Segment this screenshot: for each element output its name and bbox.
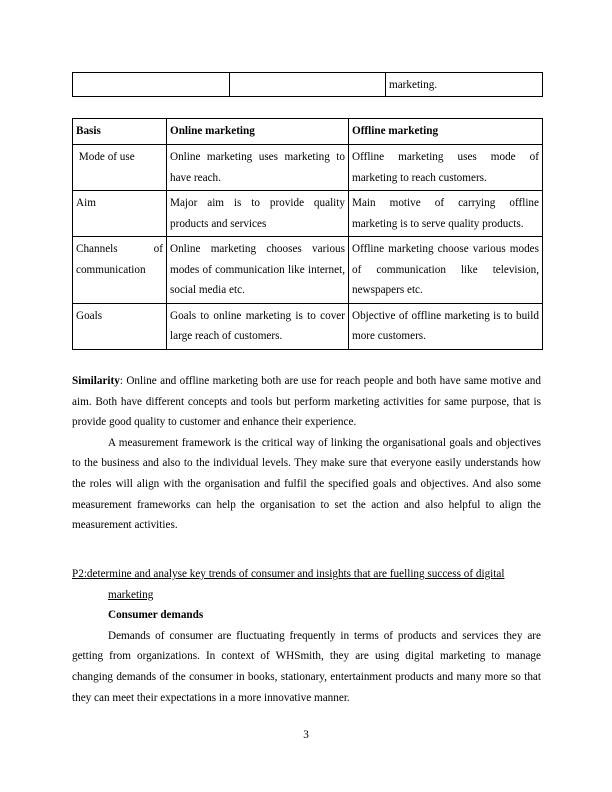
consumer-demands-paragraph: Demands of consumer are fluctuating frequently in terms of products and services they are getting from organizations. In context of WHSmith, they are using digital marketing to manage changing demands of the consumer in books, stationary, entertainment products and many more so that they can meet their expectations in a more innovative manner. (72, 629, 541, 704)
basis-cell: Goals (73, 303, 167, 349)
similarity-paragraph (72, 371, 541, 433)
online-cell: Major aim is to provide quality products and services (167, 191, 349, 237)
section-heading-p2: P2:determine and analyse key trends of consumer and insights that are fuelling success of digital marketing (72, 568, 505, 601)
body-text (72, 371, 541, 536)
p2-section (72, 564, 541, 708)
continuation-table (72, 72, 543, 97)
header-online: Online marketing (167, 119, 349, 145)
comparison-table (72, 118, 543, 350)
similarity-text: : Online and offline marketing both are use for reach people and both have same motive and aim. Both have different concepts and tools but perform marketing activities for same purpose, that is provide good quality to customer and enhance their experience. (72, 375, 541, 429)
basis-cell: Aim (73, 191, 167, 237)
header-basis: Basis (73, 119, 167, 145)
table-row (73, 237, 543, 304)
online-cell: Goals to online marketing is to cover large reach of customers. (167, 303, 349, 349)
similarity-label: Similarity (72, 375, 120, 387)
table-row (73, 73, 543, 97)
basis-cell: Mode of use (73, 145, 167, 191)
measurement-paragraph: A measurement framework is the critical way of linking the organisational goals and objectives to the business and also to the individual levels. They make sure that everyone easily understands how the roles will align with the organisation and fulfil the specified goals and objectives. And also some measurement frameworks can help the organisation to set the action and also helpful to align the measurement activities. (72, 436, 541, 532)
header-offline: Offline marketing (349, 119, 543, 145)
table-cell (230, 73, 386, 97)
offline-cell: Offline marketing choose various modes of communication like television, newspapers etc. (349, 237, 543, 304)
online-cell: Online marketing chooses various modes of communication like internet, social media etc. (167, 237, 349, 304)
offline-cell: Offline marketing uses mode of marketing to reach customers. (349, 145, 543, 191)
table-row (73, 145, 543, 191)
basis-cell: Channels of communication (73, 237, 167, 304)
table-row (73, 303, 543, 349)
offline-cell: Main motive of carrying offline marketing is to serve quality products. (349, 191, 543, 237)
table-cell (73, 73, 230, 97)
subheading-consumer-demands: Consumer demands (108, 609, 204, 622)
offline-cell: Objective of offline marketing is to build more customers. (349, 303, 543, 349)
page-number: 3 (303, 729, 309, 741)
online-cell: Online marketing uses marketing to have reach. (167, 145, 349, 191)
table-cell: marketing. (386, 73, 543, 97)
table-row (73, 191, 543, 237)
table-header-row (73, 119, 543, 145)
